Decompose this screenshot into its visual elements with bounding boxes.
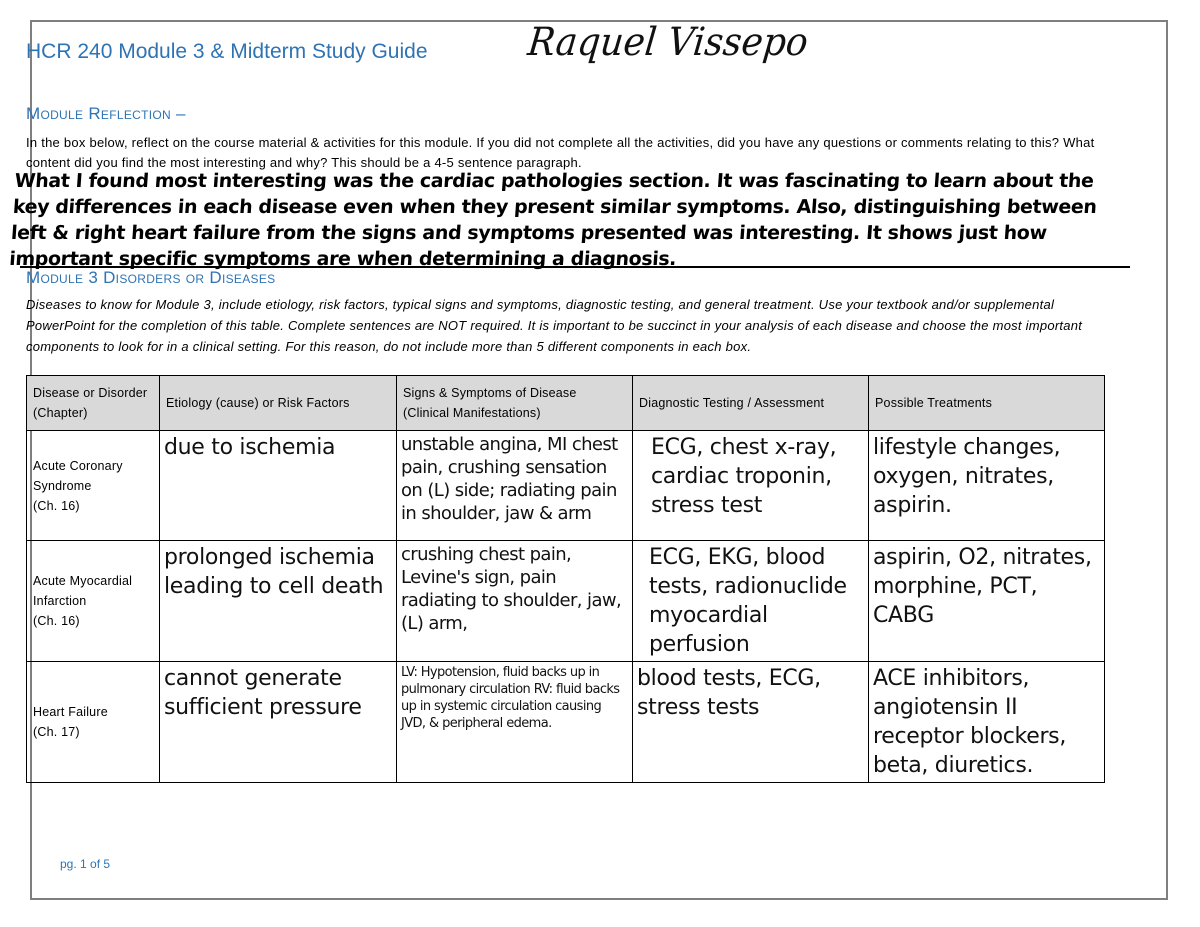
diagnostic-cell: ECG, EKG, blood tests, radionuclide myocardial perfusion — [633, 541, 869, 662]
page-number: pg. 1 of 5 — [60, 857, 111, 871]
treatments-cell: lifestyle changes, oxygen, nitrates, aspirin. — [869, 431, 1105, 541]
handwritten-signature: Raquel Vissepo — [525, 20, 811, 65]
treatments-cell: aspirin, O2, nitrates, morphine, PCT, CABG — [869, 541, 1105, 662]
reflection-instructions: In the box below, reflect on the course material & activities for this module. If you did not complete all the activities, did you have any questions or comments relating to this? What content did you find the most interesting and why? This should be a 4-5 sentence paragraph. — [26, 135, 1095, 170]
disease-chapter: (Ch. 16) — [33, 614, 80, 628]
disorders-heading: Module 3 Disorders or Diseases — [26, 268, 276, 287]
table-row — [27, 431, 1105, 541]
signs-cell: unstable angina, MI chest pain, crushing sensation on (L) side; radiating pain in shoulder, jaw & arm — [397, 431, 633, 541]
disease-table — [26, 375, 1105, 783]
disease-cell — [27, 662, 160, 783]
document-title: HCR 240 Module 3 & Midterm Study Guide — [26, 40, 428, 63]
header-signs: Signs & Symptoms of Disease (Clinical Manifestations) — [397, 376, 633, 431]
etiology-cell: cannot generate sufficient pressure — [160, 662, 397, 783]
header-diagnostic: Diagnostic Testing / Assessment — [633, 376, 869, 431]
signs-cell: LV: Hypotension, fluid backs up in pulmonary circulation RV: fluid backs up in systemic circulation causing JVD, & peripheral edema. — [397, 662, 633, 783]
reflection-heading: Module Reflection – — [26, 104, 186, 123]
disease-name: Heart Failure — [33, 705, 108, 719]
disease-name: Acute Coronary Syndrome — [33, 458, 123, 493]
disorders-instructions: Diseases to know for Module 3, include etiology, risk factors, typical signs and symptoms, diagnostic testing, and general treatment. Use your textbook and/or supplemental PowerPoint for the completion of this table. Complete sentences are NOT required. It is important to be succinct in your analysis of each disease and choose the most important components to look for in a clinical setting. For this reason, do not include more than 5 different components in each box. — [26, 297, 1083, 354]
header-disease: Disease or Disorder (Chapter) — [27, 376, 160, 431]
table-header-row — [27, 376, 1105, 431]
etiology-cell: due to ischemia — [160, 431, 397, 541]
disease-name: Acute Myocardial Infarction — [33, 574, 133, 608]
signs-cell: crushing chest pain, Levine's sign, pain radiating to shoulder, jaw, (L) arm, — [397, 541, 633, 662]
header-treatments: Possible Treatments — [869, 376, 1105, 431]
disease-chapter: (Ch. 17) — [33, 725, 80, 739]
diagnostic-cell: blood tests, ECG, stress tests — [633, 662, 869, 783]
diagnostic-cell: ECG, chest x-ray, cardiac troponin, stress test — [633, 431, 869, 541]
table-row — [27, 541, 1105, 662]
treatments-cell: ACE inhibitors, angiotensin II receptor blockers, beta, diuretics. — [869, 662, 1105, 783]
disease-chapter: (Ch. 16) — [33, 498, 80, 513]
disease-cell — [27, 431, 160, 541]
etiology-cell: prolonged ischemia leading to cell death — [160, 541, 397, 662]
table-row — [27, 662, 1105, 783]
reflection-response: What I found most interesting was the cardiac pathologies section. It was fascinating to learn about the key differences in each disease even when they present similar symptoms. Also, distinguishing between left & right heart failure from the signs and symptoms presented was interesting. It shows just how important specific symptoms are when determining a diagnosis. — [8, 170, 1098, 270]
disease-cell — [27, 541, 160, 662]
header-etiology: Etiology (cause) or Risk Factors — [160, 376, 397, 431]
